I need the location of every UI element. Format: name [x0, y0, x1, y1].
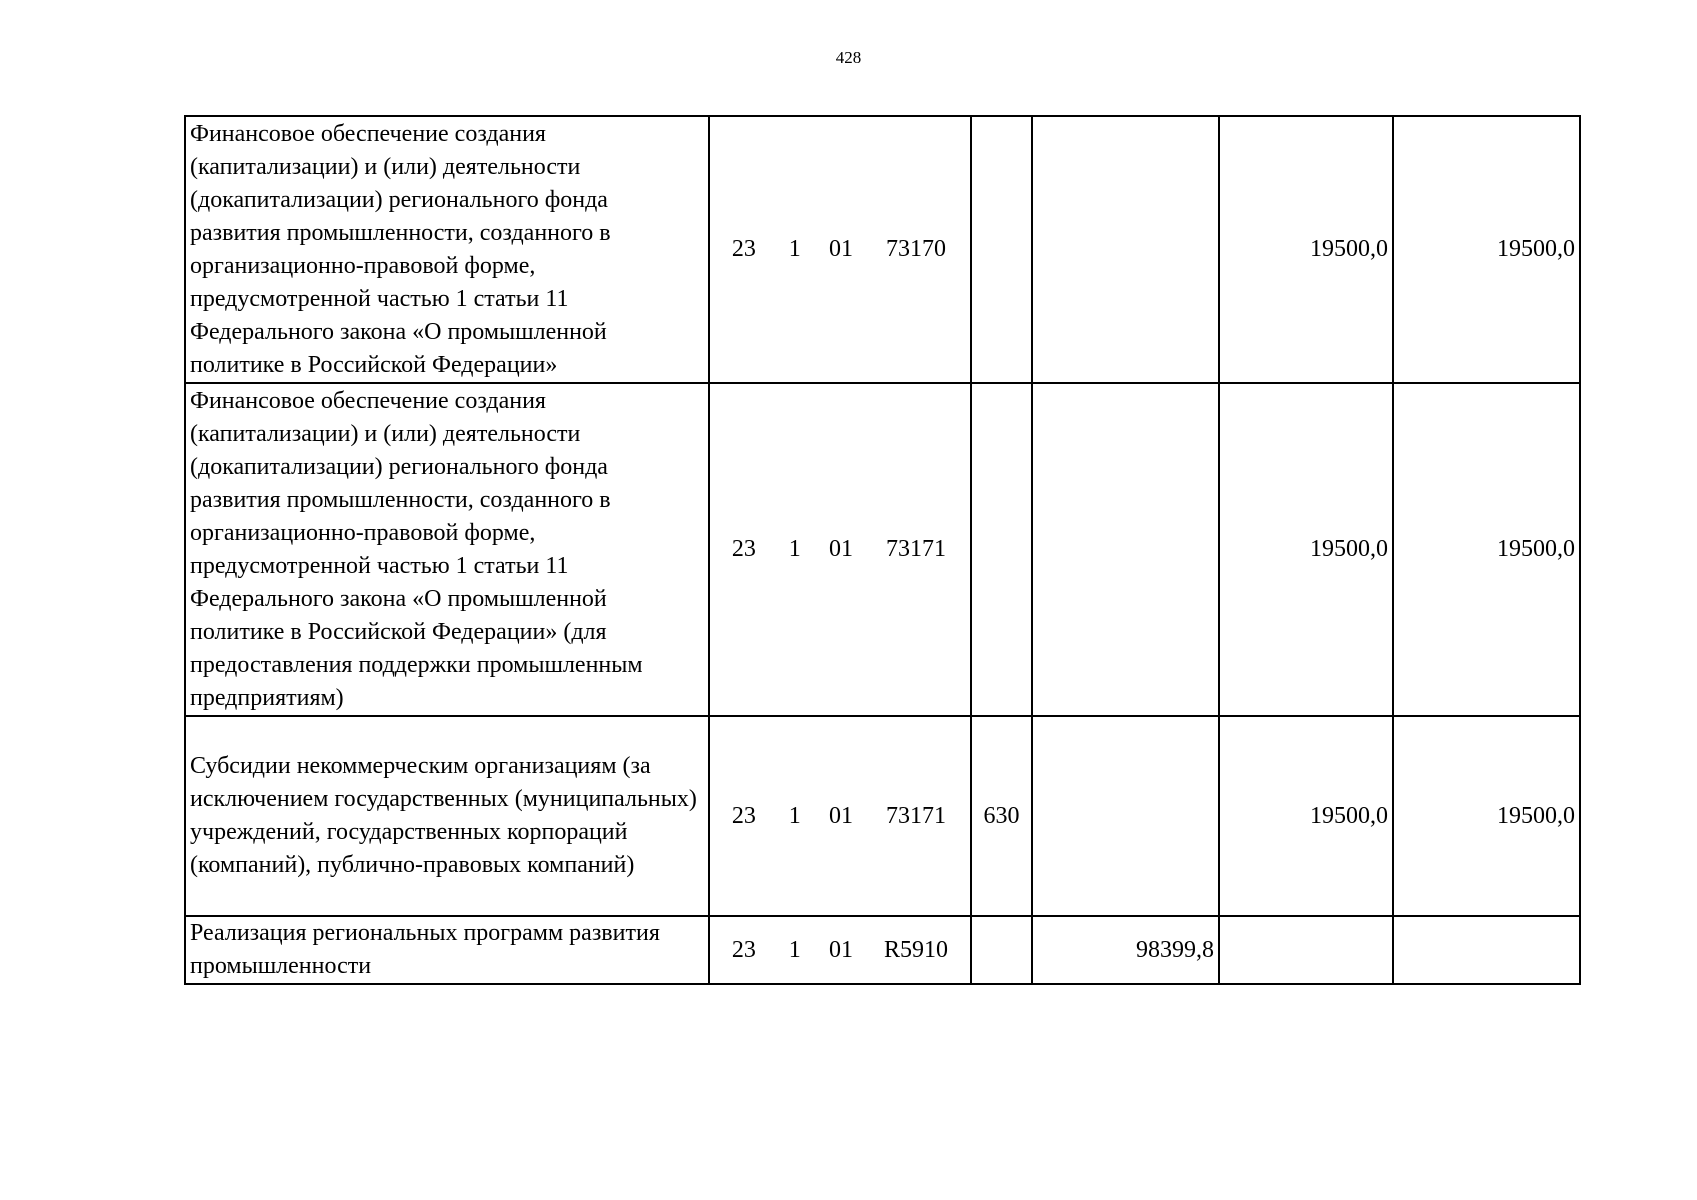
expense-type	[971, 116, 1032, 383]
code-part: 73171	[886, 802, 946, 829]
expense-type	[971, 383, 1032, 716]
code-part: 1	[788, 236, 801, 262]
table-row	[185, 716, 1580, 916]
code-part: 01	[828, 536, 853, 562]
row-description: Субсидии некоммерческим организациям (за исключением государственных (муниципальных) учреждений, государственных корпораций (компаний), публично-правовых компаний)	[185, 716, 709, 916]
row-description: Финансовое обеспечение создания (капитализации) и (или) деятельности (докапитализации) регионального фонда развития промышленности, созданного в организационно-правовой форме, предусмотренной частью 1 статьи 11 Федерального закона «О промышленной политике в Российской Федерации» (для предоставления поддержки промышленным предприятиям)	[185, 383, 709, 716]
code-part: R5910	[883, 936, 948, 963]
amount-cell: 19500,0	[1219, 383, 1393, 716]
amount-cell: 19500,0	[1393, 116, 1580, 383]
row-description: Финансовое обеспечение создания (капитализации) и (или) деятельности (докапитализации) регионального фонда развития промышленности, созданного в организационно-правовой форме, предусмотренной частью 1 статьи 11 Федерального закона «О промышленной политике в Российской Федерации»	[185, 116, 709, 383]
program-code	[709, 116, 971, 383]
table-row	[185, 916, 1580, 984]
expense-type	[971, 916, 1032, 984]
amount-cell: 19500,0	[1219, 116, 1393, 383]
code-part: 1	[788, 802, 801, 829]
code-part: 23	[731, 536, 756, 562]
budget-table	[184, 115, 1581, 985]
amount-cell	[1393, 916, 1580, 984]
code-part: 23	[731, 936, 756, 963]
amount-cell	[1032, 716, 1219, 916]
amount-cell: 19500,0	[1393, 383, 1580, 716]
program-code	[709, 916, 971, 984]
code-part: 1	[788, 536, 801, 562]
code-part: 73170	[886, 236, 946, 262]
amount-cell	[1219, 916, 1393, 984]
amount-cell	[1032, 116, 1219, 383]
program-code	[709, 383, 971, 716]
program-code	[709, 716, 971, 916]
code-part: 1	[788, 936, 801, 963]
code-part: 01	[828, 936, 853, 963]
table-row	[185, 116, 1580, 383]
amount-cell: 98399,8	[1032, 916, 1219, 984]
code-part: 73171	[886, 536, 946, 562]
amount-cell: 19500,0	[1219, 716, 1393, 916]
code-part: 23	[731, 802, 756, 829]
code-part: 01	[828, 236, 853, 262]
amount-cell: 19500,0	[1393, 716, 1580, 916]
row-description: Реализация региональных программ развития промышленности	[185, 916, 709, 984]
table-row	[185, 383, 1580, 716]
code-part: 23	[731, 236, 756, 262]
amount-cell	[1032, 383, 1219, 716]
page-number: 428	[835, 48, 862, 67]
expense-type: 630	[971, 716, 1032, 916]
code-part: 01	[828, 802, 853, 829]
